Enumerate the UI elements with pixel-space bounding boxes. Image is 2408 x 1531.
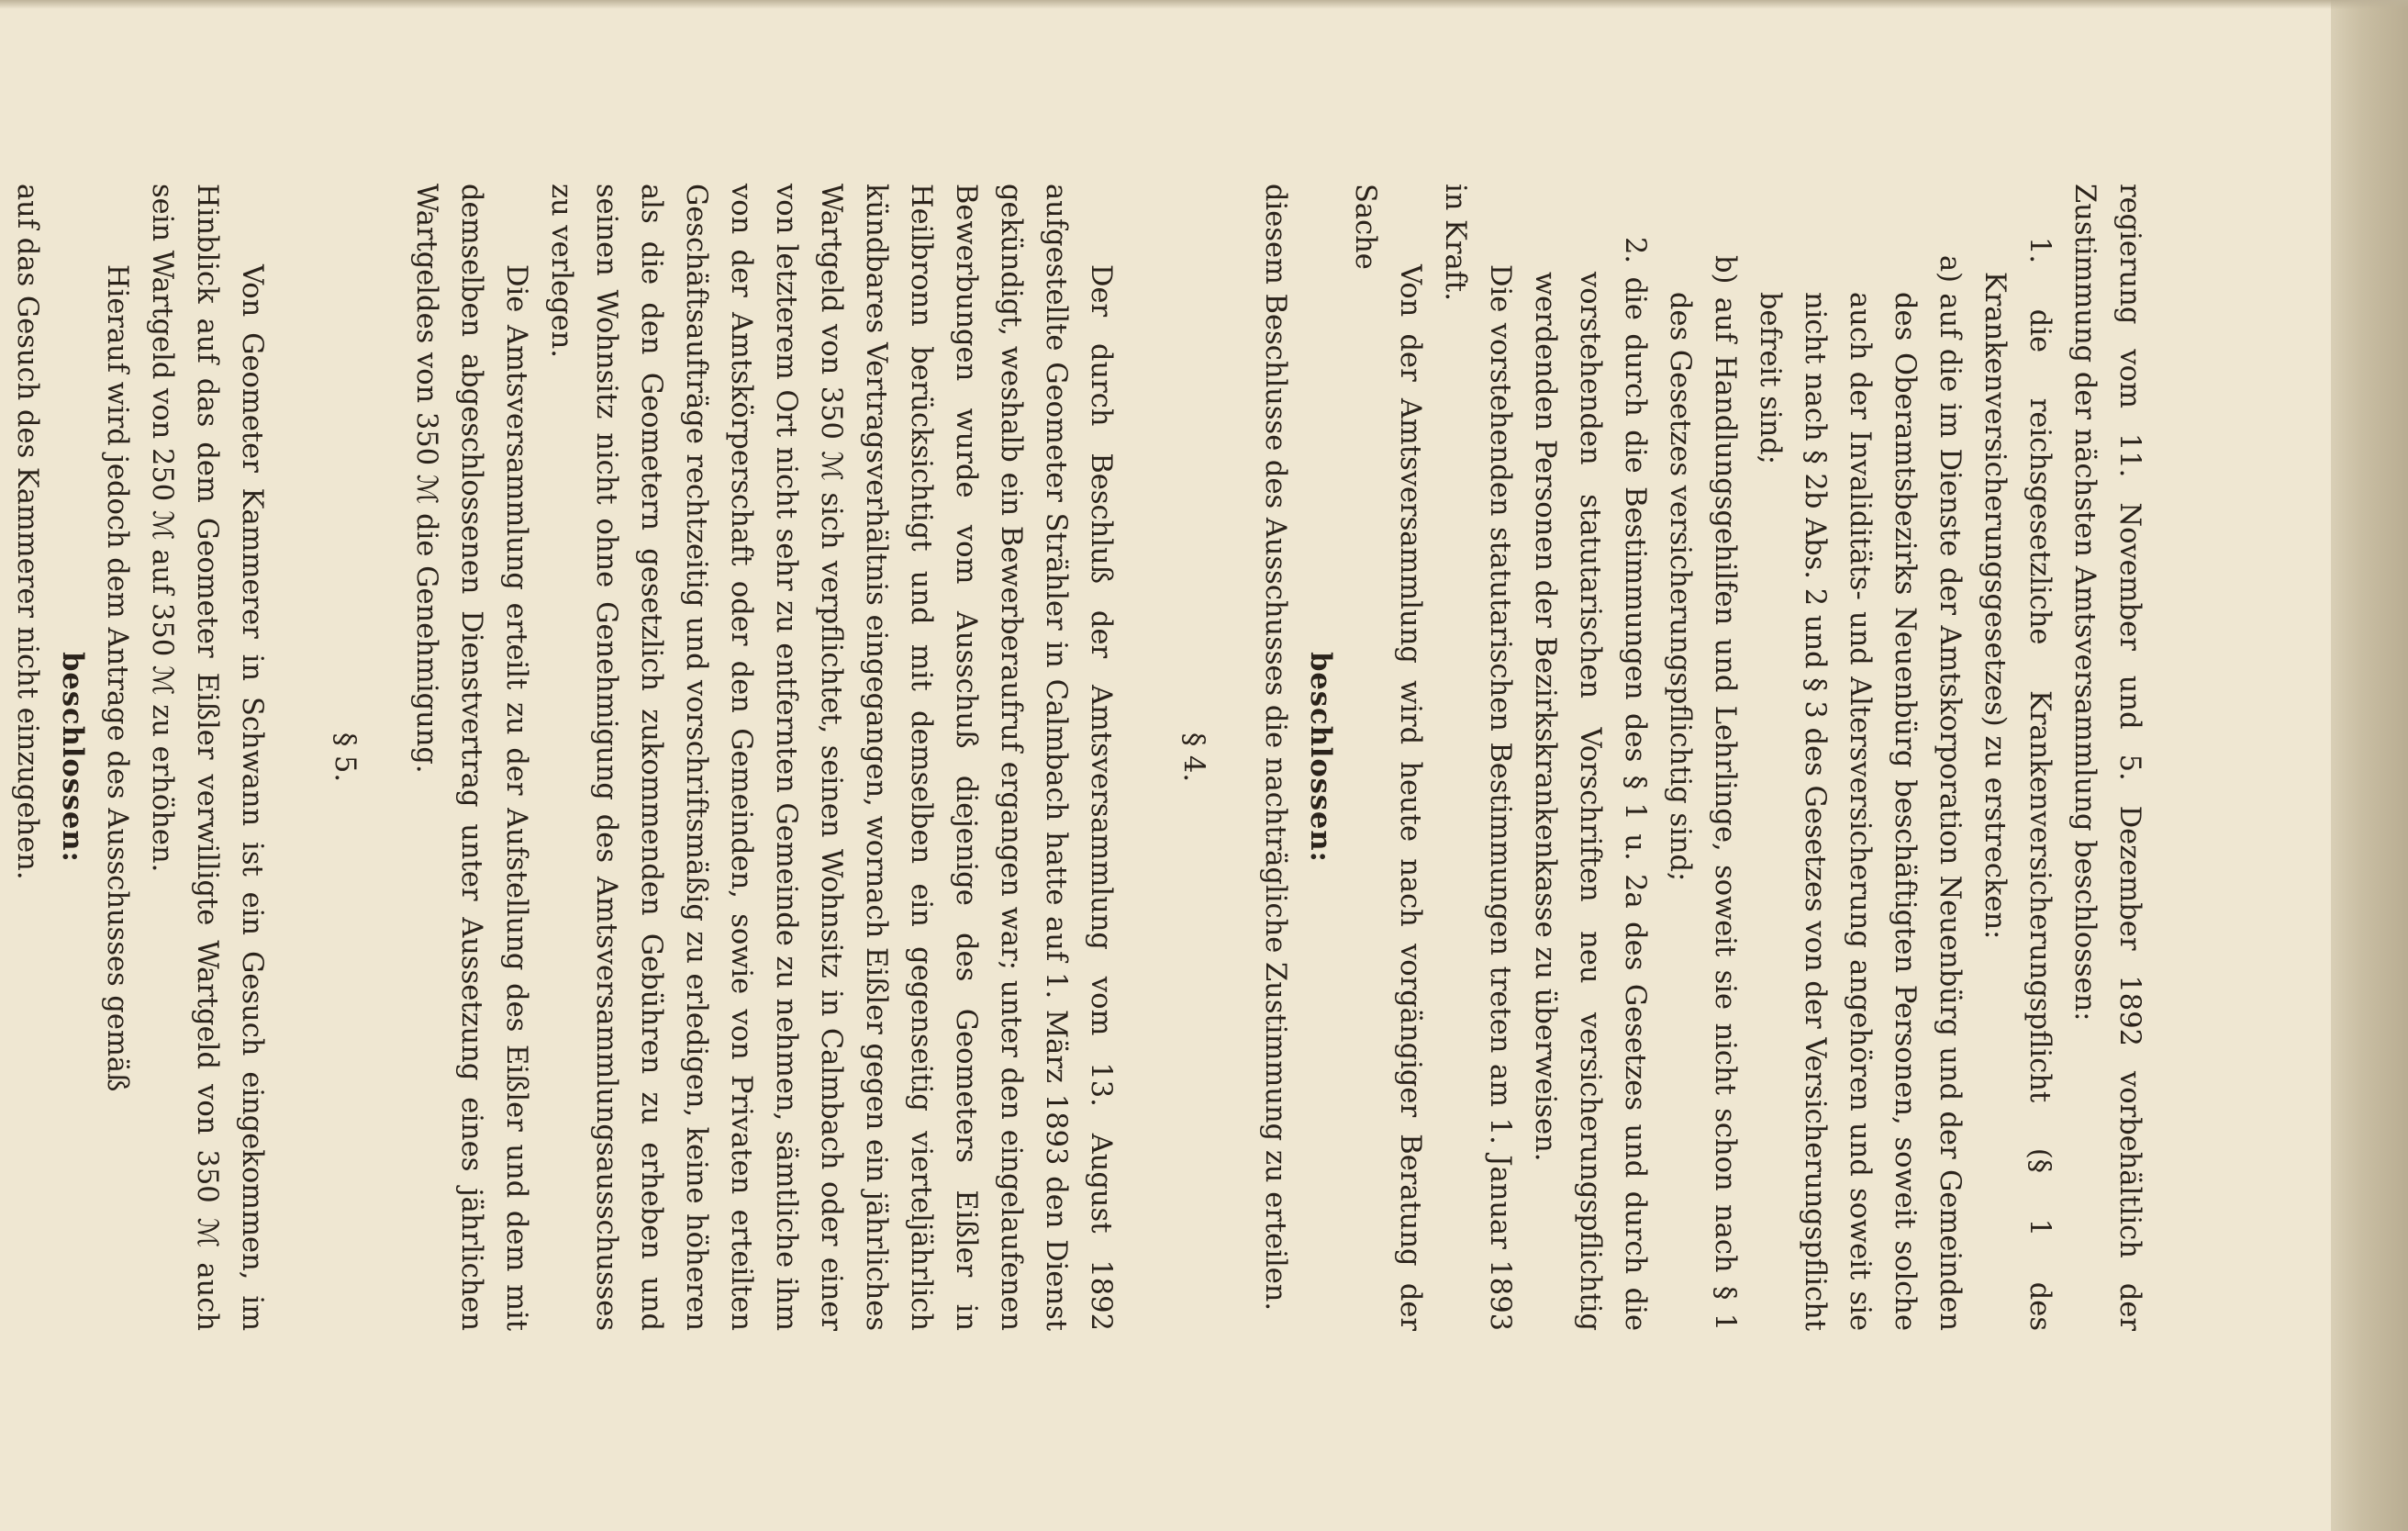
paragraph-closing: auf das Gesuch des Kammerer nicht einzugehen. [11, 184, 43, 880]
section-4-paragraph-2: Die Amtsversammlung erteilt zu der Aufstellung des Eißler und dem mit demselben abgeschlossenen Dienstvertrag unter Aussetzung eines jährlichen Wartgeldes von 350 ℳ die Genehmigung. [410, 184, 532, 1331]
section-5-heading: § 5. [329, 732, 361, 783]
paragraph-zustimmung: diesem Beschlusse des Ausschusses die nachträgliche Zustimmung zu erteilen. [1259, 184, 1291, 1312]
list-item-1a: a) auf die im Dienste der Amtskorporation Neuenbürg und der Gemeinden des Oberamtsbezirks Neuenbürg beschäftigten Personen, soweit solche auch der Invaliditäts- und Altersversicherung angehören und soweit sie nicht nach § 2b Abs. 2 und § 3 des Gesetzes von der Versicherungspflicht befreit sind; [1754, 255, 1966, 1331]
list-item-2: 2. die durch die Bestimmungen des § 1 u. 2a des Gesetzes und durch die vorstehenden statutarischen Vorschriften neu versicherungspflichtig werdenden Personen der Bezirkskrankenkasse zu überweisen. [1529, 237, 1651, 1331]
page-edge [2331, 0, 2408, 1531]
section-5-paragraph-1: Von Geometer Kammerer in Schwann ist ein Gesuch eingekommen, im Hinblick auf das dem Geometer Eißler verwilligte Wartgeld von 350 ℳ auch sein Wartgeld von 250 ℳ auf 350 ℳ zu erhöhen. [146, 184, 268, 1331]
paragraph-amtsversammlung: Von der Amtsversammlung wird heute nach vorgängiger Beratung der Sache [1349, 184, 1426, 1331]
list-item-1b: b) auf Handlungsgehilfen und Lehrlinge, soweit sie nicht schon nach § 1 des Gesetzes versicherungspflichtig sind; [1664, 255, 1741, 1331]
paragraph-intro: regierung vom 11. November und 5. Dezember 1892 vorbehältlich der Zustimmung der nächsten Amtsversammlung beschlossen: [2068, 184, 2146, 1331]
section-5-paragraph-2: Hierauf wird jedoch dem Antrage des Ausschusses gemäß [101, 264, 133, 1092]
paragraph-inkraft: Die vorstehenden statutarischen Bestimmungen treten am 1. Januar 1893 in Kraft. [1439, 184, 1516, 1331]
resolution-heading-1: beschlossen: [1304, 652, 1337, 863]
resolution-heading-2: beschlossen: [56, 652, 89, 863]
rotated-text-block [11, 184, 2152, 1331]
top-shadow [0, 0, 2408, 9]
section-4-heading: § 4. [1177, 732, 1210, 783]
list-item-1: 1. die reichsgesetzliche Krankenversicherungspflicht (§ 1 des Krankenversicherungsgesetzes) zu erstrecken: [1979, 237, 2056, 1331]
section-4-paragraph-1: Der durch Beschluß der Amtsversammlung vom 13. August 1892 aufgestellte Geometer Strähler in Calmbach hatte auf 1. März 1893 den Dienst gekündigt, weshalb ein Bewerberaufruf ergangen war; unter den eingelaufenen Bewerbungen wurde vom Ausschuß diejenige des Geometers Eißler in Heilbronn berücksichtigt und mit demselben ein gegenseitig vierteljährlich kündbares Vertragsverhältnis eingegangen, wornach Eißler gegen ein jährliches Wartgeld von 350 ℳ sich verpflichtet, seinen Wohnsitz in Calmbach oder einer von letzterem Ort nicht sehr zu entfernten Gemeinde zu nehmen, sämtliche ihm von der Amtskörperschaft oder den Gemeinden, sowie von Privaten erteilten Geschäftsaufträge rechtzeitig und vorschriftsmäßig zu erledigen, keine höheren als die den Geometern gesetzlich zukommenden Gebühren zu erheben und seinen Wohnsitz nicht ohne Genehmigung des Amtsversammlungsausschusses zu verlegen. [545, 184, 1117, 1331]
